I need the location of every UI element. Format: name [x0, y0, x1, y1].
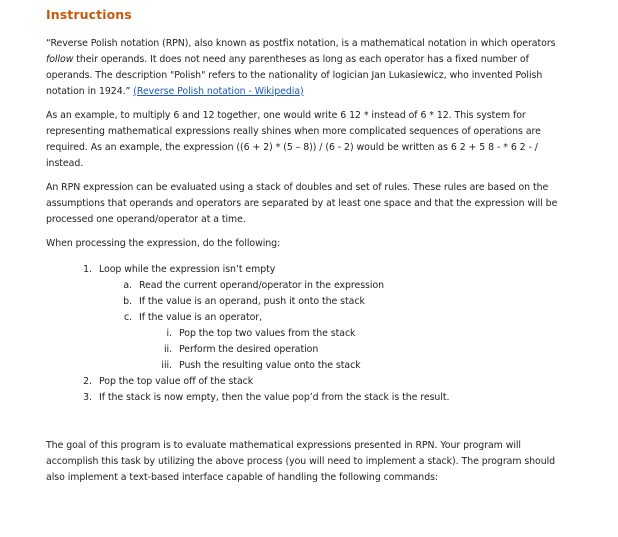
definition-text-start: “Reverse Polish notation (RPN), also known as postfix notation, is a mathematical notation in which operators — [46, 38, 556, 49]
step-1a — [46, 278, 384, 294]
list-text: Pop the top two values from the stack — [179, 328, 356, 339]
step-1c-i — [46, 326, 355, 342]
processing-intro-paragraph: When processing the expression, do the following: — [46, 238, 281, 249]
list-marker: 1. — [83, 264, 92, 275]
list-text: Pop the top value off of the stack — [99, 376, 254, 387]
list-text: Push the resulting value onto the stack — [179, 360, 361, 371]
emphasis-follow: follow — [46, 53, 74, 65]
list-marker: i. — [166, 328, 172, 339]
step-1b — [46, 294, 365, 310]
definition-text-end: their operands. It does not need any parentheses as long as each operator has a fixed number of operands. The description "Polish" refers to the nationality of logician Jan Lukasiewicz, who invented Polish notation in 1924.” — [46, 53, 543, 97]
step-1c-ii — [46, 342, 318, 358]
evaluation-rules-paragraph: An RPN expression can be evaluated using a stack of doubles and set of rules. These rules are based on the assumptions that operands and operators are separated by at least one space and that the expression will be processed one operand/operator at a time. — [46, 182, 558, 225]
rpn-definition-paragraph — [46, 36, 561, 100]
step-1c-iii — [46, 358, 361, 374]
list-text: Loop while the expression isn’t empty — [99, 264, 276, 275]
list-marker: c. — [123, 312, 132, 323]
list-text: Read the current operand/operator in the expression — [139, 280, 385, 291]
list-marker: 3. — [83, 392, 92, 403]
step-2 — [46, 374, 253, 390]
list-text: If the value is an operand, push it onto the stack — [139, 296, 365, 307]
list-marker: iii. — [161, 360, 172, 371]
list-text: If the stack is now empty, then the value pop’d from the stack is the result. — [99, 392, 450, 403]
program-goal-paragraph: The goal of this program is to evaluate mathematical expressions presented in RPN. Your program will accomplish this task by utilizing the above process (you will need to implement a stack). The program should also implement a text-based interface capable of handling the following commands: — [46, 440, 556, 483]
list-marker: b. — [123, 296, 132, 307]
step-3 — [46, 390, 449, 406]
wikipedia-link[interactable]: (Reverse Polish notation - Wikipedia) — [133, 85, 304, 97]
list-marker: 2. — [83, 376, 92, 387]
step-1 — [46, 262, 275, 278]
list-text: If the value is an operator, — [139, 312, 263, 323]
list-marker: a. — [123, 280, 132, 291]
list-text: Perform the desired operation — [179, 344, 319, 355]
section-heading: Instructions — [46, 7, 132, 22]
list-marker: ii. — [163, 344, 172, 355]
example-paragraph: As an example, to multiply 6 and 12 together, one would write 6 12 * instead of 6 * 12. This system for representing mathematical expressions really shines when more complicated sequences of operations are required. As an example, the expression ((6 + 2) * (5 – 8)) / (6 - 2) would be written as 6 2 + 5 8 - * 6 2 - / instead. — [46, 110, 541, 169]
step-1c — [46, 310, 262, 326]
